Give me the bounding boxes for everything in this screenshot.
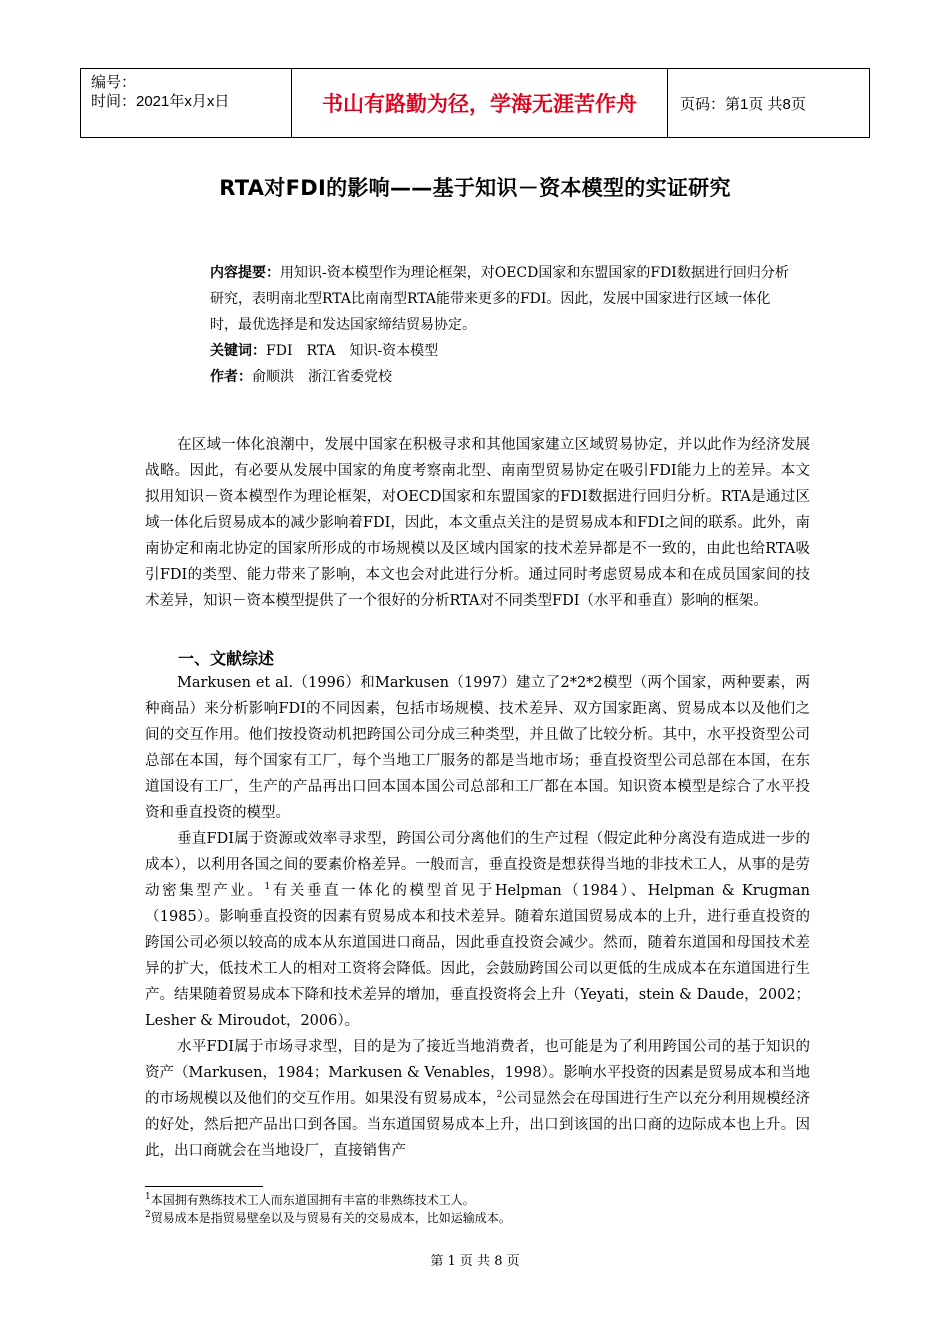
footnote-1-text: 本国拥有熟练技术工人而东道国拥有丰富的非熟练技术工人。 [150,1193,475,1207]
page-footer: 第 1 页 共 8 页 [430,1254,520,1269]
abstract-block [178,260,798,390]
abstract-text: 用知识-资本模型作为理论框架，对OECD国家和东盟国家的FDI数据进行回归分析研究，表明南北型RTA比南南型RTA能带来更多的FDI。因此，发展中国家进行区域一体化时，最优选择是和发达国家缔结贸易协定。 [210,265,789,333]
intro-block [145,432,810,614]
abstract-label: 内容提要： [210,265,280,281]
page-info: 页码：第1页 共8页 [680,95,806,113]
author-text: 俞顺洪 浙江省委党校 [252,369,392,385]
section1-body [145,670,810,1164]
keywords-line [178,338,798,364]
paragraph-2-text-a: 垂直FDI属于资源或效率寻求型，跨国公司分离他们的生产过程（假定此种分离没有造成进一步的成本），以利用各国之间的要素价格差异。一般而言，垂直投资是想获得当地的非技术工人，从事的是劳动密集型产业。 [145,831,810,899]
footnote-2 [145,1211,511,1226]
section1-paragraph-2 [145,826,810,1034]
motto: 书山有路勤为径，学海无涯苦作舟 [292,69,668,137]
time-label: 时间：2021年x月x日 [91,93,230,110]
paragraph-3-text-a: 水平FDI属于市场寻求型，目的是为了接近当地消费者，也可能是为了利用跨国公司的基于知识的资产（Markusen，1984；Markusen & Venables，1998）。影响水平投资的因素是贸易成本和当地的市场规模以及他们的交互作用。如果没有贸易成本， [145,1039,810,1107]
footnote-1 [145,1193,475,1208]
section-heading: 一、文献综述 [178,649,275,668]
author-line [178,364,798,390]
header-left-cell [81,69,292,137]
author-label: 作者： [210,369,252,385]
keywords-label: 关键词： [210,343,266,359]
header-box [80,68,870,138]
footnote-divider [145,1186,263,1187]
intro-paragraph: 在区域一体化浪潮中，发展中国家在积极寻求和其他国家建立区域贸易协定，并以此作为经济发展战略。因此，有必要从发展中国家的角度考察南北型、南南型贸易协定在吸引FDI能力上的差异。本文拟用知识－资本模型作为理论框架，对OECD国家和东盟国家的FDI数据进行回归分析。RTA是通过区域一体化后贸易成本的减少影响着FDI，因此，本文重点关注的是贸易成本和FDI之间的联系。此外，南南协定和南北协定的国家所形成的市场规模以及区域内国家的技术差异都是不一致的，由此也给RTA吸引FDI的类型、能力带来了影响，本文也会对此进行分析。通过同时考虑贸易成本和在成员国家间的技术差异，知识－资本模型提供了一个很好的分析RTA对不同类型FDI（水平和垂直）影响的框架。 [145,437,810,609]
section1-paragraph-3 [145,1034,810,1164]
keywords-text: FDI RTA 知识-资本模型 [266,343,439,359]
footnote-ref-2: 2 [496,1090,503,1101]
paragraph-3-text-b: 公司显然会在母国进行生产以充分利用规模经济的好处，然后把产品出口到各国。当东道国贸易成本上升，出口到该国的出口商的边际成本也上升。因此，出口商就会在当地设厂，直接销售产 [145,1091,810,1159]
number-label: 编号： [91,74,137,91]
footnote-2-number: 2 [145,1210,151,1220]
footnote-2-text: 贸易成本是指贸易壁垒以及与贸易有关的交易成本，比如运输成本。 [150,1211,511,1225]
document-title: RTA对FDI的影响——基于知识－资本模型的实证研究 [219,176,731,200]
footnote-ref-1: 1 [264,882,271,893]
abstract-paragraph [178,260,798,338]
footnote-1-number: 1 [145,1192,151,1202]
section1-paragraph-1: Markusen et al.（1996）和Markusen（1997）建立了2*2*2模型（两个国家，两种要素，两种商品）来分析影响FDI的不同因素，包括市场规模、技术差异、双方国家距离、贸易成本以及他们之间的交互作用。他们按投资动机把跨国公司分成三种类型，并且做了比较分析。其中，水平投资型公司总部在本国，每个国家有工厂，每个当地工厂服务的都是当地市场；垂直投资型公司总部在本国，在东道国设有工厂，生产的产品再出口回本国本国公司总部和工厂都在本国。知识资本模型是综合了水平投资和垂直投资的模型。 [145,675,810,821]
paragraph-2-text-b: 有关垂直一体化的模型首见于Helpman（1984）、Helpman & Krugman （1985）。影响垂直投资的因素有贸易成本和技术差异。随着东道国贸易成本的上升，进行垂直投资的跨国公司必须以较高的成本从东道国进口商品，因此垂直投资会减少。然而，随着东道国和母国技术差异的扩大，低技术工人的相对工资将会降低。因此，会鼓励跨国公司以更低的生成成本在东道国进行生产。结果随着贸易成本下降和技术差异的增加，垂直投资将会上升（Yeyati，stein & Daude，2002；Lesher & Miroudot，2006）。 [145,883,811,1029]
